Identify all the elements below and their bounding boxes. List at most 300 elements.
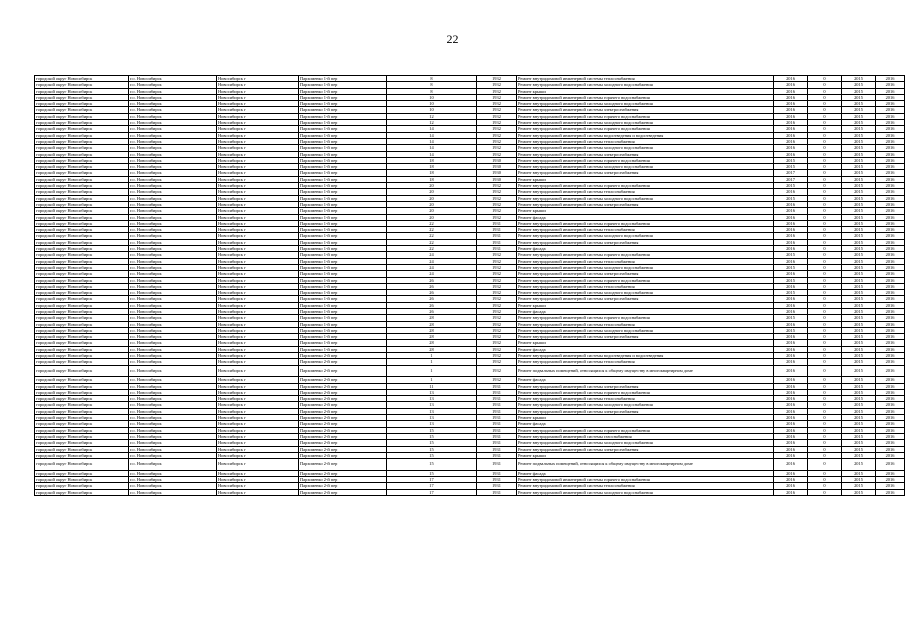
plan-year-cell: 2016 (774, 246, 808, 252)
house-number-cell: 15 (387, 433, 477, 439)
period-start-cell: 2015 (842, 477, 876, 483)
period-end-cell: 2016 (876, 252, 905, 258)
city-cell: Новосибирск г (217, 377, 299, 383)
house-number-cell: 12 (387, 113, 477, 119)
work-type-cell: Ремонт фасада (517, 246, 774, 252)
plan-year-cell: 2016 (774, 76, 808, 82)
build-year-cell: 1930 (477, 170, 517, 176)
plan-year-cell: 2016 (774, 145, 808, 151)
city-cell: Новосибирск г (217, 233, 299, 239)
city-cell: Новосибирск г (217, 277, 299, 283)
work-type-cell: Ремонт внутридомовой инженерной системы горячего водоснабжения (517, 113, 774, 119)
house-number-cell: 24 (387, 252, 477, 258)
plan-year-cell: 2017 (774, 170, 808, 176)
work-type-cell: Ремонт внутридомовой инженерной системы теплоснабжения (517, 258, 774, 264)
build-year-cell: 1931 (477, 389, 517, 395)
district-cell: г.о. Новосибирск (129, 340, 217, 346)
zero-cell: 0 (808, 402, 842, 408)
plan-year-cell: 2016 (774, 283, 808, 289)
municipality-cell: городской округ Новосибирск (35, 138, 129, 144)
plan-year-cell: 2015 (774, 264, 808, 270)
house-number-cell: 14 (387, 132, 477, 138)
period-end-cell: 2016 (876, 327, 905, 333)
build-year-cell: 1931 (477, 477, 517, 483)
build-year-cell: 1932 (477, 252, 517, 258)
district-cell: г.о. Новосибирск (129, 389, 217, 395)
work-type-cell: Ремонт внутридомовой инженерной системы горячего водоснабжения (517, 252, 774, 258)
work-type-cell: Ремонт фасада (517, 377, 774, 383)
district-cell: г.о. Новосибирск (129, 220, 217, 226)
plan-year-cell: 2016 (774, 239, 808, 245)
period-end-cell: 2016 (876, 483, 905, 489)
house-number-cell: 13 (387, 408, 477, 414)
plan-year-cell: 2016 (774, 402, 808, 408)
district-cell: г.о. Новосибирск (129, 264, 217, 270)
street-cell: Пархоменко 2-й пер (299, 433, 387, 439)
house-number-cell: 22 (387, 227, 477, 233)
city-cell: Новосибирск г (217, 452, 299, 458)
municipality-cell: городской округ Новосибирск (35, 433, 129, 439)
period-end-cell: 2016 (876, 164, 905, 170)
build-year-cell: 1931 (477, 415, 517, 421)
city-cell: Новосибирск г (217, 302, 299, 308)
build-year-cell: 1932 (477, 214, 517, 220)
work-type-cell: Ремонт внутридомовой инженерной системы горячего водоснабжения (517, 477, 774, 483)
city-cell: Новосибирск г (217, 459, 299, 471)
zero-cell: 0 (808, 321, 842, 327)
work-type-cell: Ремонт внутридомовой инженерной системы теплоснабжения (517, 321, 774, 327)
municipality-cell: городской округ Новосибирск (35, 396, 129, 402)
zero-cell: 0 (808, 233, 842, 239)
period-start-cell: 2015 (842, 107, 876, 113)
work-type-cell: Ремонт фасада (517, 346, 774, 352)
zero-cell: 0 (808, 433, 842, 439)
build-year-cell: 1931 (477, 220, 517, 226)
house-number-cell: 10 (387, 101, 477, 107)
street-cell: Пархоменко 1-й пер (299, 151, 387, 157)
period-end-cell: 2016 (876, 470, 905, 476)
city-cell: Новосибирск г (217, 208, 299, 214)
plan-year-cell: 2016 (774, 126, 808, 132)
build-year-cell: 1932 (477, 334, 517, 340)
municipality-cell: городской округ Новосибирск (35, 76, 129, 82)
district-cell: г.о. Новосибирск (129, 321, 217, 327)
house-number-cell: 22 (387, 239, 477, 245)
municipality-cell: городской округ Новосибирск (35, 452, 129, 458)
build-year-cell: 1931 (477, 402, 517, 408)
work-type-cell: Ремонт внутридомовой инженерной системы горячего водоснабжения (517, 315, 774, 321)
zero-cell: 0 (808, 183, 842, 189)
work-type-cell: Ремонт внутридомовой инженерной системы водоотведения и водоотведения (517, 353, 774, 359)
street-cell: Пархоменко 1-й пер (299, 164, 387, 170)
work-type-cell: Ремонт внутридомовой инженерной системы газоснабжения (517, 433, 774, 439)
work-type-cell: Ремонт внутридомовой инженерной системы теплоснабжения (517, 189, 774, 195)
work-type-cell: Ремонт крыши (517, 452, 774, 458)
repair-schedule-table (34, 75, 905, 496)
work-type-cell: Ремонт внутридомовой инженерной системы холодного водоснабжения (517, 489, 774, 495)
house-number-cell: 22 (387, 246, 477, 252)
build-year-cell: 1931 (477, 427, 517, 433)
build-year-cell: 1932 (477, 195, 517, 201)
street-cell: Пархоменко 1-й пер (299, 340, 387, 346)
city-cell: Новосибирск г (217, 76, 299, 82)
house-number-cell: 14 (387, 126, 477, 132)
house-number-cell: 1 (387, 365, 477, 377)
municipality-cell: городской округ Новосибирск (35, 126, 129, 132)
street-cell: Пархоменко 2-й пер (299, 383, 387, 389)
street-cell: Пархоменко 2-й пер (299, 477, 387, 483)
house-number-cell: 17 (387, 489, 477, 495)
municipality-cell: городской округ Новосибирск (35, 440, 129, 446)
street-cell: Пархоменко 1-й пер (299, 239, 387, 245)
build-year-cell: 1932 (477, 365, 517, 377)
work-type-cell: Ремонт внутридомовой инженерной системы горячего водоснабжения (517, 427, 774, 433)
district-cell: г.о. Новосибирск (129, 308, 217, 314)
district-cell: г.о. Новосибирск (129, 239, 217, 245)
district-cell: г.о. Новосибирск (129, 365, 217, 377)
period-end-cell: 2016 (876, 220, 905, 226)
zero-cell: 0 (808, 252, 842, 258)
street-cell: Пархоменко 1-й пер (299, 88, 387, 94)
period-start-cell: 2015 (842, 126, 876, 132)
city-cell: Новосибирск г (217, 264, 299, 270)
period-end-cell: 2016 (876, 132, 905, 138)
period-start-cell: 2015 (842, 82, 876, 88)
house-number-cell: 28 (387, 315, 477, 321)
period-end-cell: 2016 (876, 359, 905, 365)
work-type-cell: Ремонт внутридомовой инженерной системы теплоснабжения (517, 483, 774, 489)
period-end-cell: 2016 (876, 408, 905, 414)
zero-cell: 0 (808, 365, 842, 377)
period-end-cell: 2016 (876, 365, 905, 377)
period-end-cell: 2016 (876, 151, 905, 157)
zero-cell: 0 (808, 208, 842, 214)
house-number-cell: 15 (387, 452, 477, 458)
zero-cell: 0 (808, 340, 842, 346)
build-year-cell: 1932 (477, 315, 517, 321)
plan-year-cell: 2016 (774, 440, 808, 446)
district-cell: г.о. Новосибирск (129, 227, 217, 233)
build-year-cell: 1932 (477, 308, 517, 314)
period-end-cell: 2016 (876, 76, 905, 82)
zero-cell: 0 (808, 239, 842, 245)
period-end-cell: 2016 (876, 396, 905, 402)
city-cell: Новосибирск г (217, 101, 299, 107)
district-cell: г.о. Новосибирск (129, 201, 217, 207)
house-number-cell: 1 (387, 353, 477, 359)
zero-cell: 0 (808, 88, 842, 94)
zero-cell: 0 (808, 296, 842, 302)
work-type-cell: Ремонт внутридомовой инженерной системы холодного водоснабжения (517, 195, 774, 201)
city-cell: Новосибирск г (217, 258, 299, 264)
zero-cell: 0 (808, 246, 842, 252)
street-cell: Пархоменко 1-й пер (299, 208, 387, 214)
build-year-cell: 1932 (477, 145, 517, 151)
work-type-cell: Ремонт фасада (517, 470, 774, 476)
period-start-cell: 2015 (842, 271, 876, 277)
city-cell: Новосибирск г (217, 170, 299, 176)
district-cell: г.о. Новосибирск (129, 258, 217, 264)
house-number-cell: 18 (387, 176, 477, 182)
build-year-cell: 1932 (477, 82, 517, 88)
municipality-cell: городской округ Новосибирск (35, 132, 129, 138)
zero-cell: 0 (808, 315, 842, 321)
house-number-cell: 20 (387, 189, 477, 195)
table-row (35, 459, 905, 471)
build-year-cell: 1932 (477, 76, 517, 82)
zero-cell: 0 (808, 82, 842, 88)
zero-cell: 0 (808, 126, 842, 132)
period-start-cell: 2015 (842, 389, 876, 395)
district-cell: г.о. Новосибирск (129, 415, 217, 421)
period-start-cell: 2015 (842, 408, 876, 414)
work-type-cell: Ремонт внутридомовой инженерной системы горячего водоснабжения (517, 94, 774, 100)
period-start-cell: 2015 (842, 415, 876, 421)
district-cell: г.о. Новосибирск (129, 383, 217, 389)
table-row (35, 365, 905, 377)
municipality-cell: городской округ Новосибирск (35, 264, 129, 270)
build-year-cell: 1930 (477, 164, 517, 170)
district-cell: г.о. Новосибирск (129, 421, 217, 427)
work-type-cell: Ремонт внутридомовой инженерной системы электроснабжения (517, 446, 774, 452)
municipality-cell: городской округ Новосибирск (35, 477, 129, 483)
house-number-cell: 8 (387, 82, 477, 88)
municipality-cell: городской округ Новосибирск (35, 271, 129, 277)
street-cell: Пархоменко 2-й пер (299, 359, 387, 365)
work-type-cell: Ремонт внутридомовой инженерной системы холодного водоснабжения (517, 145, 774, 151)
zero-cell: 0 (808, 107, 842, 113)
plan-year-cell: 2016 (774, 302, 808, 308)
municipality-cell: городской округ Новосибирск (35, 258, 129, 264)
zero-cell: 0 (808, 389, 842, 395)
zero-cell: 0 (808, 383, 842, 389)
municipality-cell: городской округ Новосибирск (35, 346, 129, 352)
city-cell: Новосибирск г (217, 252, 299, 258)
city-cell: Новосибирск г (217, 157, 299, 163)
period-end-cell: 2016 (876, 334, 905, 340)
municipality-cell: городской округ Новосибирск (35, 88, 129, 94)
house-number-cell: 26 (387, 296, 477, 302)
district-cell: г.о. Новосибирск (129, 470, 217, 476)
street-cell: Пархоменко 1-й пер (299, 107, 387, 113)
period-end-cell: 2016 (876, 195, 905, 201)
street-cell: Пархоменко 1-й пер (299, 101, 387, 107)
build-year-cell: 1932 (477, 302, 517, 308)
house-number-cell: 26 (387, 277, 477, 283)
house-number-cell: 13 (387, 396, 477, 402)
city-cell: Новосибирск г (217, 126, 299, 132)
plan-year-cell: 2017 (774, 176, 808, 182)
build-year-cell: 1932 (477, 277, 517, 283)
city-cell: Новосибирск г (217, 189, 299, 195)
city-cell: Новосибирск г (217, 308, 299, 314)
work-type-cell: Ремонт внутридомовой инженерной системы холодного водоснабжения (517, 327, 774, 333)
period-start-cell: 2015 (842, 170, 876, 176)
zero-cell: 0 (808, 302, 842, 308)
street-cell: Пархоменко 2-й пер (299, 446, 387, 452)
district-cell: г.о. Новосибирск (129, 101, 217, 107)
district-cell: г.о. Новосибирск (129, 88, 217, 94)
plan-year-cell: 2015 (774, 327, 808, 333)
zero-cell: 0 (808, 176, 842, 182)
work-type-cell: Ремонт внутридомовой инженерной системы теплоснабжения (517, 359, 774, 365)
municipality-cell: городской округ Новосибирск (35, 113, 129, 119)
city-cell: Новосибирск г (217, 283, 299, 289)
plan-year-cell: 2016 (774, 94, 808, 100)
zero-cell: 0 (808, 459, 842, 471)
period-end-cell: 2016 (876, 290, 905, 296)
street-cell: Пархоменко 2-й пер (299, 483, 387, 489)
work-type-cell: Ремонт внутридомовой инженерной системы горячего водоснабжения (517, 389, 774, 395)
street-cell: Пархоменко 1-й пер (299, 252, 387, 258)
plan-year-cell: 2016 (774, 421, 808, 427)
period-end-cell: 2016 (876, 446, 905, 452)
period-start-cell: 2015 (842, 151, 876, 157)
work-type-cell: Ремонт внутридомовой инженерной системы холодного водоснабжения (517, 82, 774, 88)
district-cell: г.о. Новосибирск (129, 126, 217, 132)
plan-year-cell: 2016 (774, 383, 808, 389)
period-end-cell: 2016 (876, 340, 905, 346)
plan-year-cell: 2016 (774, 189, 808, 195)
city-cell: Новосибирск г (217, 138, 299, 144)
plan-year-cell: 2016 (774, 138, 808, 144)
city-cell: Новосибирск г (217, 483, 299, 489)
street-cell: Пархоменко 1-й пер (299, 296, 387, 302)
municipality-cell: городской округ Новосибирск (35, 321, 129, 327)
district-cell: г.о. Новосибирск (129, 408, 217, 414)
municipality-cell: городской округ Новосибирск (35, 415, 129, 421)
work-type-cell: Ремонт внутридомовой инженерной системы электроснабжения (517, 107, 774, 113)
plan-year-cell: 2016 (774, 334, 808, 340)
plan-year-cell: 2016 (774, 208, 808, 214)
district-cell: г.о. Новосибирск (129, 483, 217, 489)
municipality-cell: городской округ Новосибирск (35, 208, 129, 214)
work-type-cell: Ремонт внутридомовой инженерной системы теплоснабжения (517, 227, 774, 233)
house-number-cell: 24 (387, 258, 477, 264)
period-start-cell: 2015 (842, 157, 876, 163)
municipality-cell: городской округ Новосибирск (35, 353, 129, 359)
build-year-cell: 1932 (477, 359, 517, 365)
street-cell: Пархоменко 2-й пер (299, 402, 387, 408)
build-year-cell: 1931 (477, 459, 517, 471)
build-year-cell: 1932 (477, 321, 517, 327)
period-end-cell: 2016 (876, 246, 905, 252)
district-cell: г.о. Новосибирск (129, 107, 217, 113)
build-year-cell: 1932 (477, 126, 517, 132)
build-year-cell: 1932 (477, 151, 517, 157)
zero-cell: 0 (808, 415, 842, 421)
work-type-cell: Ремонт внутридомовой инженерной системы теплоснабжения (517, 138, 774, 144)
plan-year-cell: 2016 (774, 227, 808, 233)
municipality-cell: городской округ Новосибирск (35, 446, 129, 452)
zero-cell: 0 (808, 157, 842, 163)
work-type-cell: Ремонт внутридомовой инженерной системы водоотведения и водоотведения (517, 132, 774, 138)
street-cell: Пархоменко 2-й пер (299, 459, 387, 471)
municipality-cell: городской округ Новосибирск (35, 302, 129, 308)
period-end-cell: 2016 (876, 353, 905, 359)
zero-cell: 0 (808, 151, 842, 157)
district-cell: г.о. Новосибирск (129, 359, 217, 365)
plan-year-cell: 2016 (774, 459, 808, 471)
city-cell: Новосибирск г (217, 365, 299, 377)
period-end-cell: 2016 (876, 452, 905, 458)
work-type-cell: Ремонт внутридомовой инженерной системы электроснабжения (517, 170, 774, 176)
district-cell: г.о. Новосибирск (129, 138, 217, 144)
period-start-cell: 2015 (842, 277, 876, 283)
city-cell: Новосибирск г (217, 239, 299, 245)
plan-year-cell: 2015 (774, 290, 808, 296)
plan-year-cell: 2016 (774, 113, 808, 119)
period-start-cell: 2015 (842, 470, 876, 476)
district-cell: г.о. Новосибирск (129, 290, 217, 296)
municipality-cell: городской округ Новосибирск (35, 327, 129, 333)
plan-year-cell: 2015 (774, 195, 808, 201)
street-cell: Пархоменко 1-й пер (299, 271, 387, 277)
district-cell: г.о. Новосибирск (129, 446, 217, 452)
city-cell: Новосибирск г (217, 359, 299, 365)
city-cell: Новосибирск г (217, 396, 299, 402)
city-cell: Новосибирск г (217, 477, 299, 483)
house-number-cell: 13 (387, 415, 477, 421)
zero-cell: 0 (808, 334, 842, 340)
period-start-cell: 2015 (842, 315, 876, 321)
municipality-cell: городской округ Новосибирск (35, 220, 129, 226)
street-cell: Пархоменко 1-й пер (299, 189, 387, 195)
city-cell: Новосибирск г (217, 433, 299, 439)
street-cell: Пархоменко 1-й пер (299, 157, 387, 163)
municipality-cell: городской округ Новосибирск (35, 183, 129, 189)
plan-year-cell: 2016 (774, 132, 808, 138)
period-end-cell: 2016 (876, 383, 905, 389)
district-cell: г.о. Новосибирск (129, 170, 217, 176)
period-start-cell: 2015 (842, 208, 876, 214)
house-number-cell: 18 (387, 157, 477, 163)
municipality-cell: городской округ Новосибирск (35, 315, 129, 321)
build-year-cell: 1932 (477, 138, 517, 144)
period-start-cell: 2015 (842, 94, 876, 100)
street-cell: Пархоменко 1-й пер (299, 334, 387, 340)
build-year-cell: 1932 (477, 340, 517, 346)
build-year-cell: 1931 (477, 483, 517, 489)
city-cell: Новосибирск г (217, 246, 299, 252)
house-number-cell: 13 (387, 421, 477, 427)
street-cell: Пархоменко 1-й пер (299, 145, 387, 151)
work-type-cell: Ремонт внутридомовой инженерной системы горячего водоснабжения (517, 220, 774, 226)
district-cell: г.о. Новосибирск (129, 353, 217, 359)
period-end-cell: 2016 (876, 402, 905, 408)
period-end-cell: 2016 (876, 227, 905, 233)
district-cell: г.о. Новосибирск (129, 183, 217, 189)
period-start-cell: 2015 (842, 459, 876, 471)
zero-cell: 0 (808, 189, 842, 195)
district-cell: г.о. Новосибирск (129, 252, 217, 258)
city-cell: Новосибирск г (217, 321, 299, 327)
build-year-cell: 1931 (477, 440, 517, 446)
build-year-cell: 1932 (477, 208, 517, 214)
period-end-cell: 2016 (876, 214, 905, 220)
period-start-cell: 2015 (842, 233, 876, 239)
zero-cell: 0 (808, 258, 842, 264)
district-cell: г.о. Новосибирск (129, 440, 217, 446)
city-cell: Новосибирск г (217, 353, 299, 359)
period-start-cell: 2015 (842, 101, 876, 107)
street-cell: Пархоменко 2-й пер (299, 396, 387, 402)
work-type-cell: Ремонт крыши (517, 88, 774, 94)
house-number-cell: 20 (387, 208, 477, 214)
house-number-cell: 11 (387, 383, 477, 389)
period-start-cell: 2015 (842, 76, 876, 82)
city-cell: Новосибирск г (217, 415, 299, 421)
